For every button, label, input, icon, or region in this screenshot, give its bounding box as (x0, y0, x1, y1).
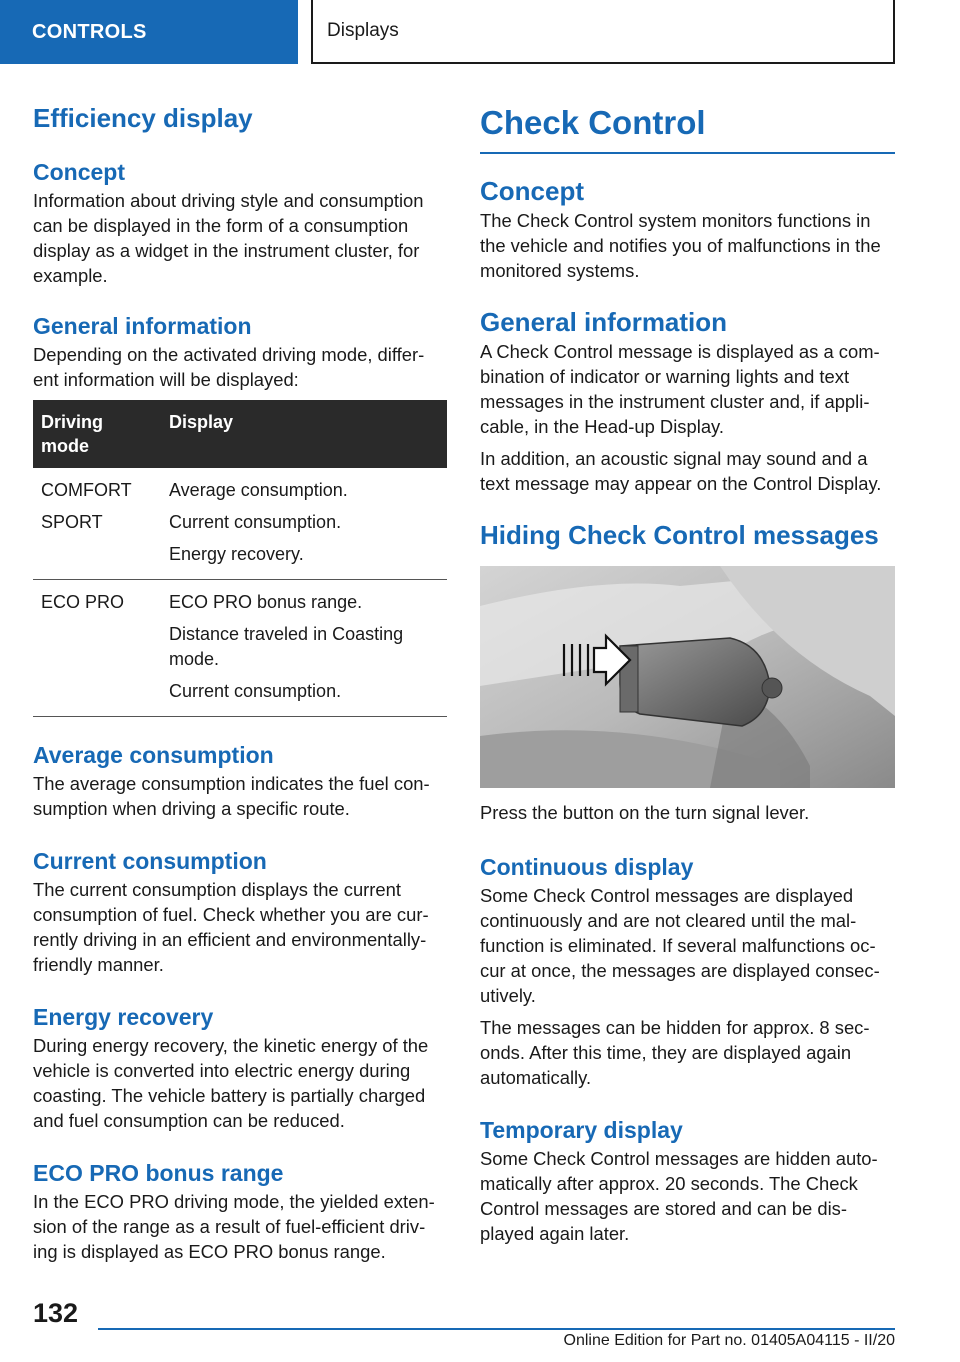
display-cell: Energy recovery. (169, 544, 304, 564)
check-control-title: Check Control (480, 100, 895, 154)
efficiency-title: Efficiency display (33, 103, 253, 133)
left-column (33, 100, 447, 1264)
continuous-text-1: Some Check Control messages are displayed continuously and are not cleared until the mal-function is eliminated. If several malfunctions oc-cur at once, the messages are displayed consec-utively. (480, 885, 880, 1006)
table-row (33, 468, 447, 580)
display-cell: Average consumption. (169, 480, 348, 500)
table-header-display: Display (161, 400, 447, 468)
concept-text: The Check Control system monitors functions in the vehicle and notifies you of malfunctions in the monitored systems. (480, 210, 881, 281)
press-text: Press the button on the turn signal lever. (480, 802, 810, 823)
display-cell: Current consumption. (169, 512, 342, 532)
mode-cell: ECO PRO (41, 592, 125, 612)
eco-pro-text: In the ECO PRO driving mode, the yielded exten-sion of the range as a result of fuel-efficient driv-ing is displayed as ECO PRO bonus range. (33, 1191, 435, 1262)
chapter-header (311, 0, 895, 64)
temporary-text: Some Check Control messages are hidden auto-matically after approx. 20 seconds. The Check Control messages are stored and can be dis-played again later. (480, 1148, 878, 1244)
general-text-1: A Check Control message is displayed as a com-bination of indicator or warning lights and text messages in the instrument cluster and, if appli-cable, in the Head-up Display. (480, 341, 880, 437)
eco-pro-heading: ECO PRO bonus range (33, 1160, 284, 1186)
hiding-heading: Hiding Check Control messages (480, 520, 879, 550)
general-heading: General information (33, 313, 252, 339)
general-text-2: In addition, an acoustic signal may sound and a text message may appear on the Control Display. (480, 448, 882, 494)
table-header-row (33, 400, 447, 468)
concept-text: Information about driving style and consumption can be displayed in the form of a consumption display as a widget in the instrument cluster, for example. (33, 190, 424, 286)
continuous-text-2: The messages can be hidden for approx. 8 sec-onds. After this time, they are displayed again automatically. (480, 1017, 870, 1088)
general-text: Depending on the activated driving mode, differ-ent information will be displayed: (33, 344, 425, 390)
chapter-label: Displays (327, 20, 399, 41)
general-heading: General information (480, 307, 728, 337)
right-column (480, 100, 895, 1246)
concept-heading: Concept (480, 176, 584, 206)
display-cell: Current consumption. (169, 681, 342, 701)
current-consumption-heading: Current consumption (33, 848, 267, 874)
section-label: CONTROLS (32, 20, 147, 43)
average-consumption-heading: Average consumption (33, 742, 274, 768)
energy-recovery-text: During energy recovery, the kinetic energy of the vehicle is converted into electric energy during coasting. The vehicle battery is partially charged and fuel consumption can be reduced. (33, 1035, 429, 1131)
continuous-heading: Continuous display (480, 854, 694, 880)
footer-divider (98, 1328, 895, 1330)
average-consumption-text: The average consumption indicates the fuel con-sumption when driving a specific route. (33, 773, 430, 819)
mode-cell: SPORT (41, 512, 103, 532)
display-cell: Distance traveled in Coasting mode. (169, 624, 404, 669)
energy-recovery-heading: Energy recovery (33, 1004, 214, 1030)
page-number: 132 (33, 1298, 79, 1328)
section-tab (0, 0, 298, 64)
lever-illustration-icon (480, 566, 895, 788)
driving-mode-table (33, 400, 447, 717)
current-consumption-text: The current consumption displays the current consumption of fuel. Check whether you are cur-rently driving in an efficient and environmentally-friendly manner. (33, 879, 429, 975)
temporary-heading: Temporary display (480, 1117, 683, 1143)
table-row (33, 580, 447, 717)
edition-text: Online Edition for Part no. 01405A04115 - II/20 (563, 1332, 895, 1349)
mode-cell: COMFORT (41, 480, 132, 500)
table-header-mode: Driving mode (33, 400, 161, 468)
display-cell: ECO PRO bonus range. (169, 592, 363, 612)
turn-signal-lever-illustration (480, 566, 895, 788)
concept-heading: Concept (33, 159, 125, 185)
